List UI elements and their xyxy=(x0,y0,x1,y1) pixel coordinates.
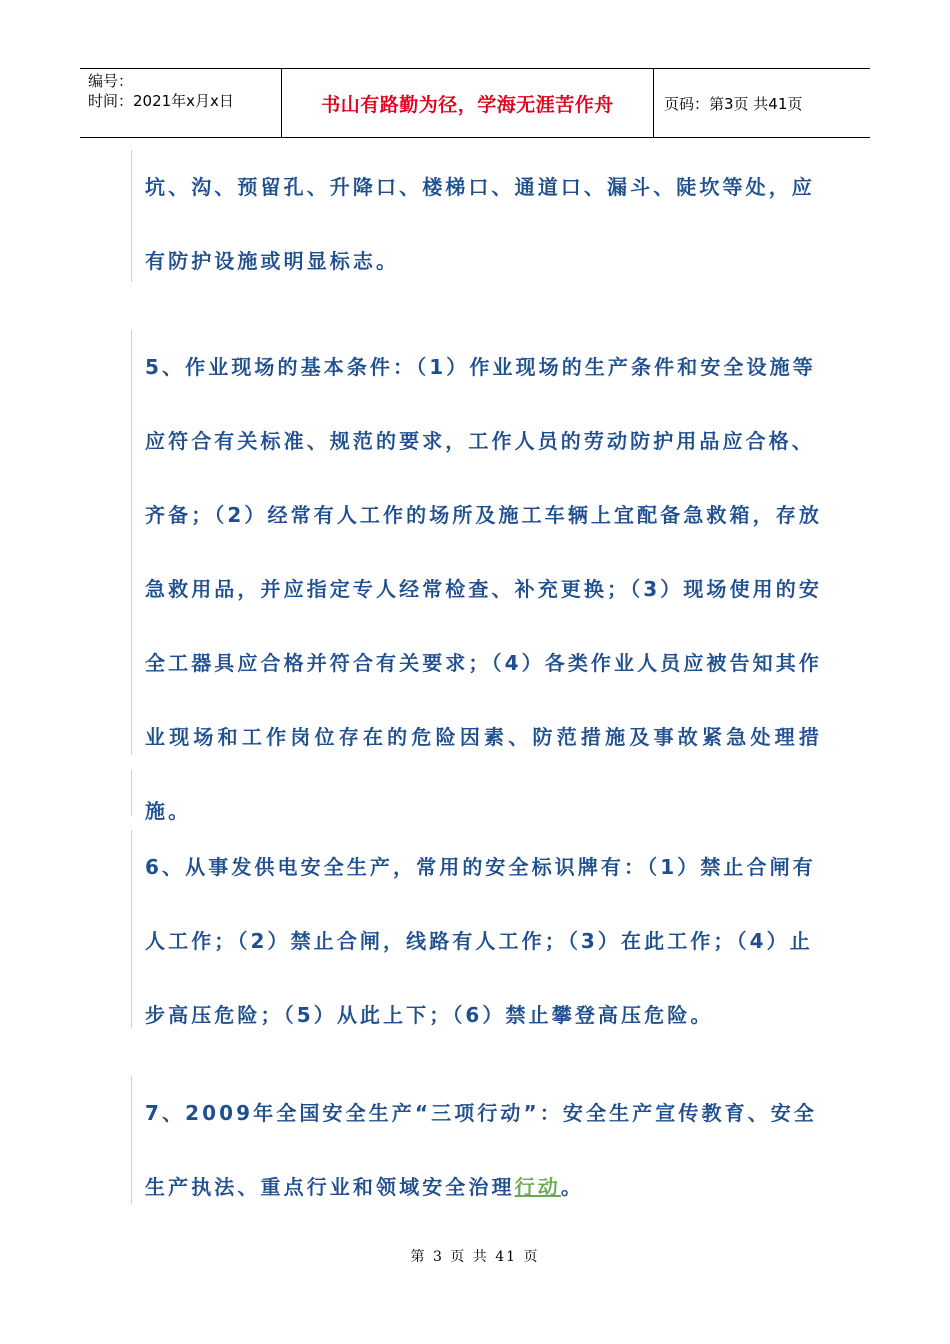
paragraph-line: 6、从事发供电安全生产，常用的安全标识牌有：（1）禁止合闸有 xyxy=(145,855,816,879)
action-link[interactable]: 行动 xyxy=(514,1175,561,1199)
paragraph-line: 业现场和工作岗位存在的危险因素、防范措施及事故紧急处理措施。 xyxy=(145,725,822,823)
document-header xyxy=(80,68,870,138)
header-page-cell xyxy=(654,69,870,137)
page-footer: 第 3 页 共 41 页 xyxy=(410,1249,540,1265)
paragraph-line: 7、2009年全国安全生产“三项行动”：安全生产宣传教育、安全 xyxy=(145,1101,817,1125)
paragraph-text: 生产执法、重点行业和领域安全治理 xyxy=(145,1175,515,1199)
paragraph-line: 齐备；（2）经常有人工作的场所及施工车辆上宜配备急救箱，存放 xyxy=(145,503,822,527)
paragraph-line: 坑、沟、预留孔、升降口、楼梯口、通道口、漏斗、陡坎等处，应 xyxy=(145,175,815,199)
empty-paragraph xyxy=(131,770,822,816)
header-meta-cell xyxy=(80,69,282,137)
paragraph-7 xyxy=(131,1076,822,1204)
paragraph-line: 5、作业现场的基本条件：（1）作业现场的生产条件和安全设施等 xyxy=(145,355,816,379)
paragraph-line: 急救用品，并应指定专人经常检查、补充更换；（3）现场使用的安 xyxy=(145,577,822,601)
paragraph-line: 步高压危险；（5）从此上下；（6）禁止攀登高压危险。 xyxy=(145,1003,714,1027)
paragraph-continuation xyxy=(131,150,822,282)
document-date: 时间：2021年x月x日 xyxy=(88,92,234,110)
paragraph-5 xyxy=(131,330,822,823)
paragraph-line xyxy=(132,1150,822,1224)
header-page-info: 页码：第3页 共41页 xyxy=(664,94,803,113)
header-motto-cell xyxy=(282,69,654,137)
paragraph-line: 全工器具应合格并符合有关要求；（4）各类作业人员应被告知其作 xyxy=(145,651,822,675)
paragraph-text: 。 xyxy=(560,1175,584,1199)
paragraph-6 xyxy=(131,830,822,1028)
paragraph-line: 人工作；（2）禁止合闸，线路有人工作；（3）在此工作；（4）止 xyxy=(145,929,813,953)
document-number-label: 编号： xyxy=(88,72,134,90)
paragraph-line: 有防护设施或明显标志。 xyxy=(145,249,400,273)
paragraph-line: 应符合有关标准、规范的要求，工作人员的劳动防护用品应合格、 xyxy=(145,429,815,453)
header-motto: 书山有路勤为径，学海无涯苦作舟 xyxy=(321,93,614,116)
